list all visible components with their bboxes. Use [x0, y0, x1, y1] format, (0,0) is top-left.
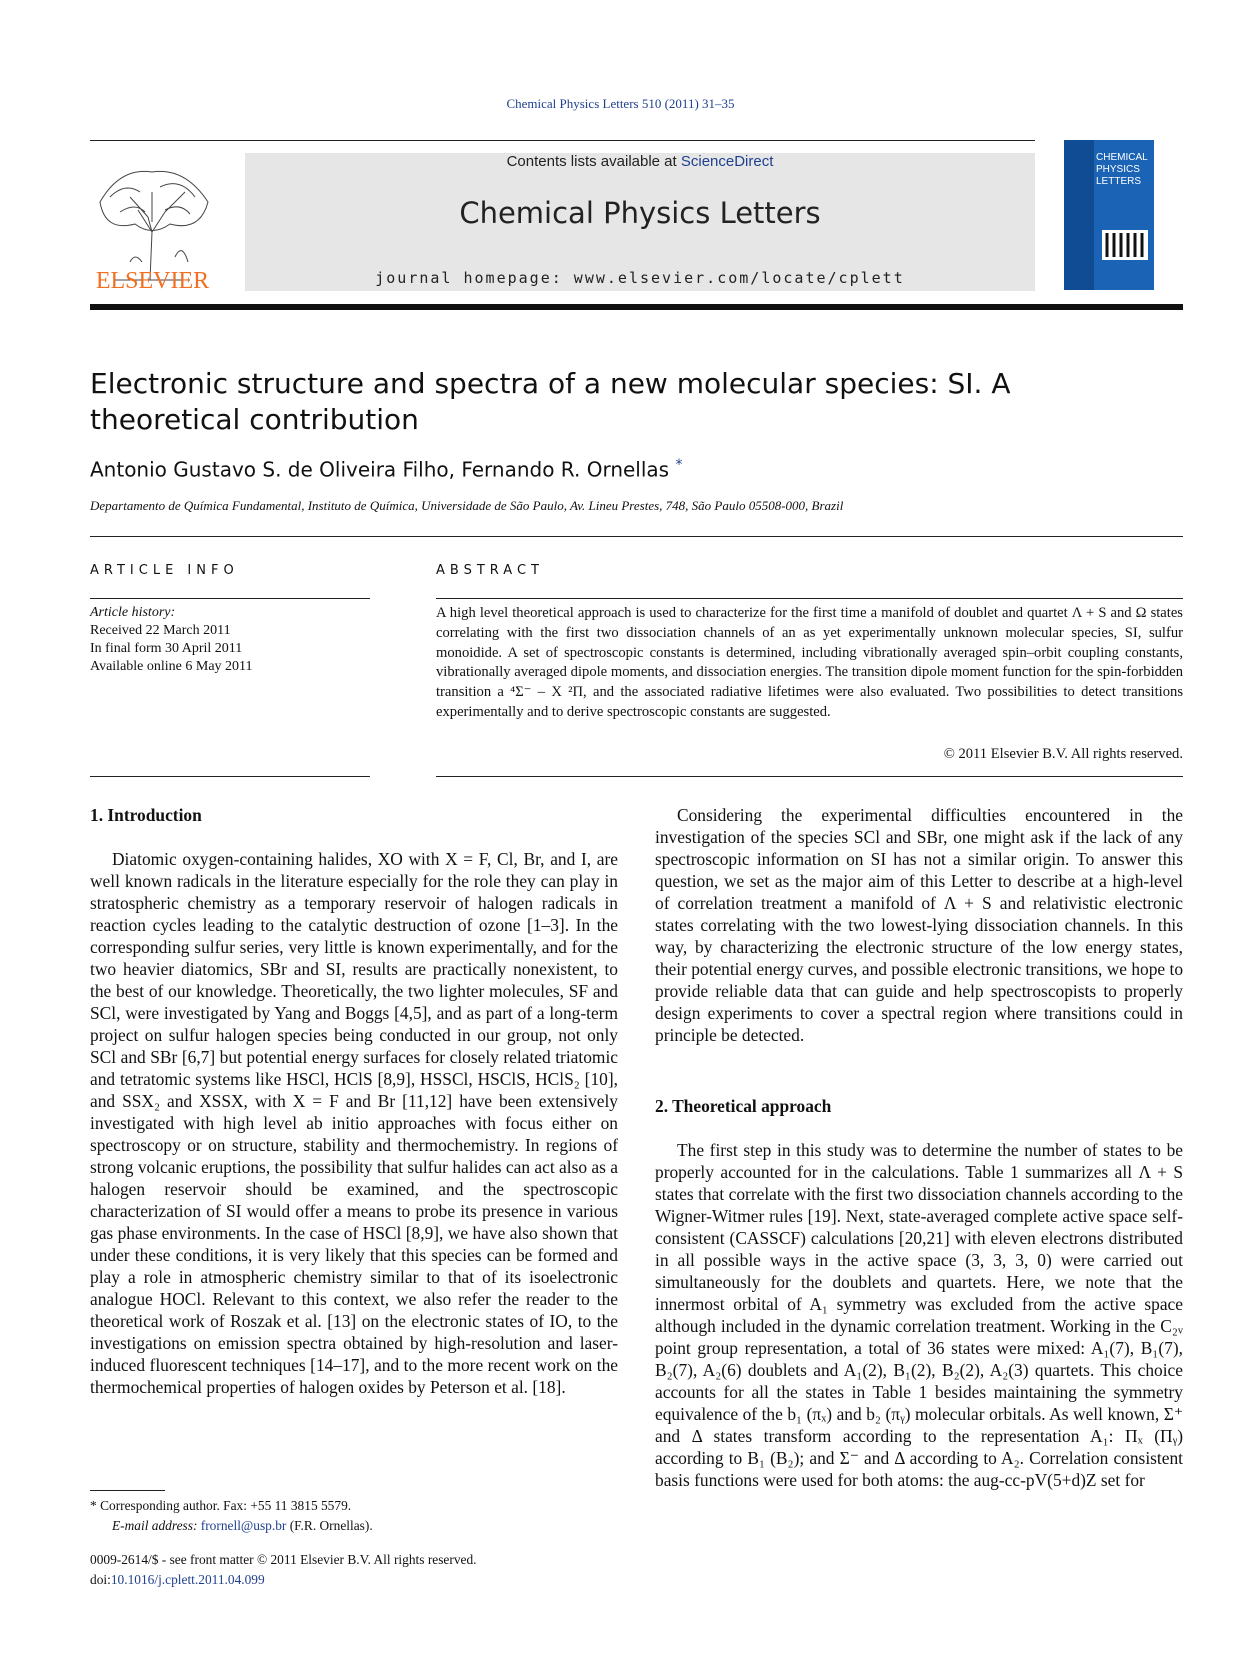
abstract-rule	[436, 598, 1183, 599]
email-suffix: (F.R. Ornellas).	[286, 1518, 373, 1533]
abstract-bottom-rule	[436, 776, 1183, 777]
introduction-heading: 1. Introduction	[90, 805, 202, 825]
journal-homepage[interactable]: journal homepage: www.elsevier.com/locate/cplett	[375, 269, 905, 287]
header-thick-rule	[90, 304, 1183, 310]
sciencedirect-link[interactable]: ScienceDirect	[680, 153, 774, 170]
email-label: E-mail address:	[112, 1518, 201, 1533]
contents-line	[245, 153, 1035, 170]
abstract-heading: ABSTRACT	[436, 563, 544, 578]
right-column-paragraph-1: Considering the experimental difficulties encountered in the investigation of the species SCl and SBr, one might ask if the lack of any spectroscopic information on SI has not a similar origin. To answer this question, we set as the major aim of this Letter to describe at a high-level of correlation treatment a manifold of Λ + S and relativistic electronic states correlating with the two lowest-lying dissociation channels. In this way, by characterizing the electronic structure of the low energy states, their potential energy curves, and possible electronic transitions, we hope to provide reliable data that can guide and help spectroscopists to properly design experiments to cover a spectral region where transitions could in principle be detected.	[655, 805, 1184, 1045]
abstract-text: A high level theoretical approach is used to characterize for the first time a manifold of doublet and quartet Λ + S and Ω states correlating with the first two dissociation channels of an as yet experimentally unknown molecular species, SI, sulfur monoidide. A set of spectroscopic constants is determined, including vibrationally averaged spin–orbit coupling constants, vibrationally averaged dipole moments, and dissociation energies. The transition dipole moment function for the spin-forbidden transition a ⁴Σ⁻ – X ²Π, and the associated radiative lifetimes were also evaluated. Two possibilities to detect transitions experimentally and to derive spectroscopic constants are suggested.	[436, 605, 1183, 720]
theoretical-approach-heading: 2. Theoretical approach	[655, 1096, 832, 1116]
received-date: Received 22 March 2011	[90, 623, 231, 638]
final-form-date: In final form 30 April 2011	[90, 641, 243, 656]
corresponding-author-mark[interactable]: *	[675, 457, 683, 473]
doi-line	[90, 1570, 618, 1590]
abstract-copyright: © 2011 Elsevier B.V. All rights reserved.	[943, 746, 1183, 762]
affiliation-rule	[90, 536, 1183, 537]
right-column-paragraph-2: The first step in this study was to determine the number of states to be properly accounted for in the calculations. Table 1 summarizes all Λ + S states that correlate with the first two dissociation channels according to the Wigner-Witmer rules [19]. Next, state-averaged complete active space self-consistent (CASSCF) calculations [20,21] with eleven electrons distributed in all possible ways in the active space (3, 3, 3, 0) were carried out simultaneously for the doublets and quartets. Here, we note that the innermost orbital of A₁ symmetry was excluded from the active space although included in the dynamic correlation treatment. Working in the C₂ᵥ point group representation, a total of 36 states were mixed: A₁(7), B₁(7), B₂(7), A₂(6) doublets and A₁(2), B₁(2), B₂(2), A₂(3) quartets. This choice accounts for all the states in Table 1 besides maintaining the symmetry equivalence of the b₁ (πₓ) and b₂ (πᵧ) molecular orbitals. As well known, Σ⁺ and Δ states transform according to the representation A₁: Πₓ (Πᵧ) according to B₁ (B₂); and Σ⁻ and Δ according to A₂. Correlation consistent basis functions were used for both atoms: the aug-cc-pV(5+d)Z set for	[655, 1140, 1183, 1490]
article-info-heading: ARTICLE INFO	[90, 563, 239, 578]
article-info-rule	[90, 598, 370, 599]
history-label: Article history:	[90, 605, 176, 620]
corresponding-author-note	[90, 1496, 618, 1516]
journal-title: Chemical Physics Letters	[459, 196, 821, 230]
corresponding-text: Corresponding author. Fax: +55 11 3815 5579.	[100, 1498, 352, 1513]
email-link[interactable]: frornell@usp.br	[200, 1518, 287, 1533]
footnote	[90, 1496, 618, 1536]
journal-reference-link[interactable]: Chemical Physics Letters 510 (2011) 31–35	[506, 96, 735, 111]
elsevier-wordmark: ELSEVIER	[95, 268, 210, 294]
article-history	[90, 604, 370, 676]
cover-title-text: CHEMICAL PHYSICS LETTERS	[1096, 152, 1148, 187]
issn-line: 0009-2614/$ - see front matter © 2011 Elsevier B.V. All rights reserved.	[90, 1552, 477, 1567]
doi-link[interactable]: 10.1016/j.cplett.2011.04.099	[110, 1572, 265, 1587]
footnote-rule	[90, 1490, 165, 1491]
online-date: Available online 6 May 2011	[90, 659, 253, 674]
footnote-mark: *	[90, 1498, 97, 1513]
paper-title: Electronic structure and spectra of a new molecular species: SI. A theoretical contribution	[90, 367, 1011, 436]
author-names: Antonio Gustavo S. de Oliveira Filho, Fernando R. Ornellas	[90, 457, 670, 482]
doi-prefix: doi:	[90, 1572, 111, 1587]
bottom-metadata	[90, 1550, 618, 1590]
article-info-bottom-rule	[90, 776, 370, 777]
author-list	[90, 457, 1090, 482]
header-top-rule	[90, 140, 1035, 141]
affiliation: Departamento de Química Fundamental, Instituto de Química, Universidade de São Paulo, Av. Lineu Prestes, 748, São Paulo 05508-000, Brazil	[90, 498, 844, 513]
contents-prefix: Contents lists available at	[506, 153, 681, 170]
email-line	[90, 1516, 618, 1536]
introduction-paragraph: Diatomic oxygen-containing halides, XO with X = F, Cl, Br, and I, are well known radicals in the literature especially for the role they can play in stratospheric chemistry as a temporary reservoir of halogen radicals in reaction cycles leading to the catalytic destruction of ozone [1–3]. In the corresponding sulfur series, very little is known experimentally, and for the two heavier diatomics, SBr and SI, results are practically nonexistent, to the best of our knowledge. Theoretically, the two lighter molecules, SF and SCl, were investigated by Yang and Boggs [4,5], and as part of a long-term project on sulfur halogen species being conducted in our group, not only SCl and SBr [6,7] but potential energy surfaces for closely related triatomic and tetratomic systems like HSCl, HClS [8,9], HSSCl, HSClS, HClS₂ [10], and SSX₂ and XSSX, with X = F and Br [11,12] have been extensively investigated with high level ab initio approaches with focus either on spectroscopy or on structure, stability and thermochemistry. In regions of strong volcanic eruptions, the possibility that sulfur halides can act also as a halogen reservoir should be examined, and the spectroscopic characterization of SI would offer a means to probe its presence in various gas phase environments. In the case of HSCl [8,9], we have also shown that under these conditions, it is very likely that this species can be formed and play a role in atmospheric chemistry similar to that of its isoelectronic analogue HOCl. Relevant to this context, we also refer the reader to the theoretical work of Roszak et al. [13] on the electronic states of IO, to the investigations on emission spectra obtained by high-resolution and laser-induced fluorescent techniques [14–17], and to the more recent work on the thermochemical properties of halogen oxides by Peterson et al. [18].	[90, 849, 618, 1397]
